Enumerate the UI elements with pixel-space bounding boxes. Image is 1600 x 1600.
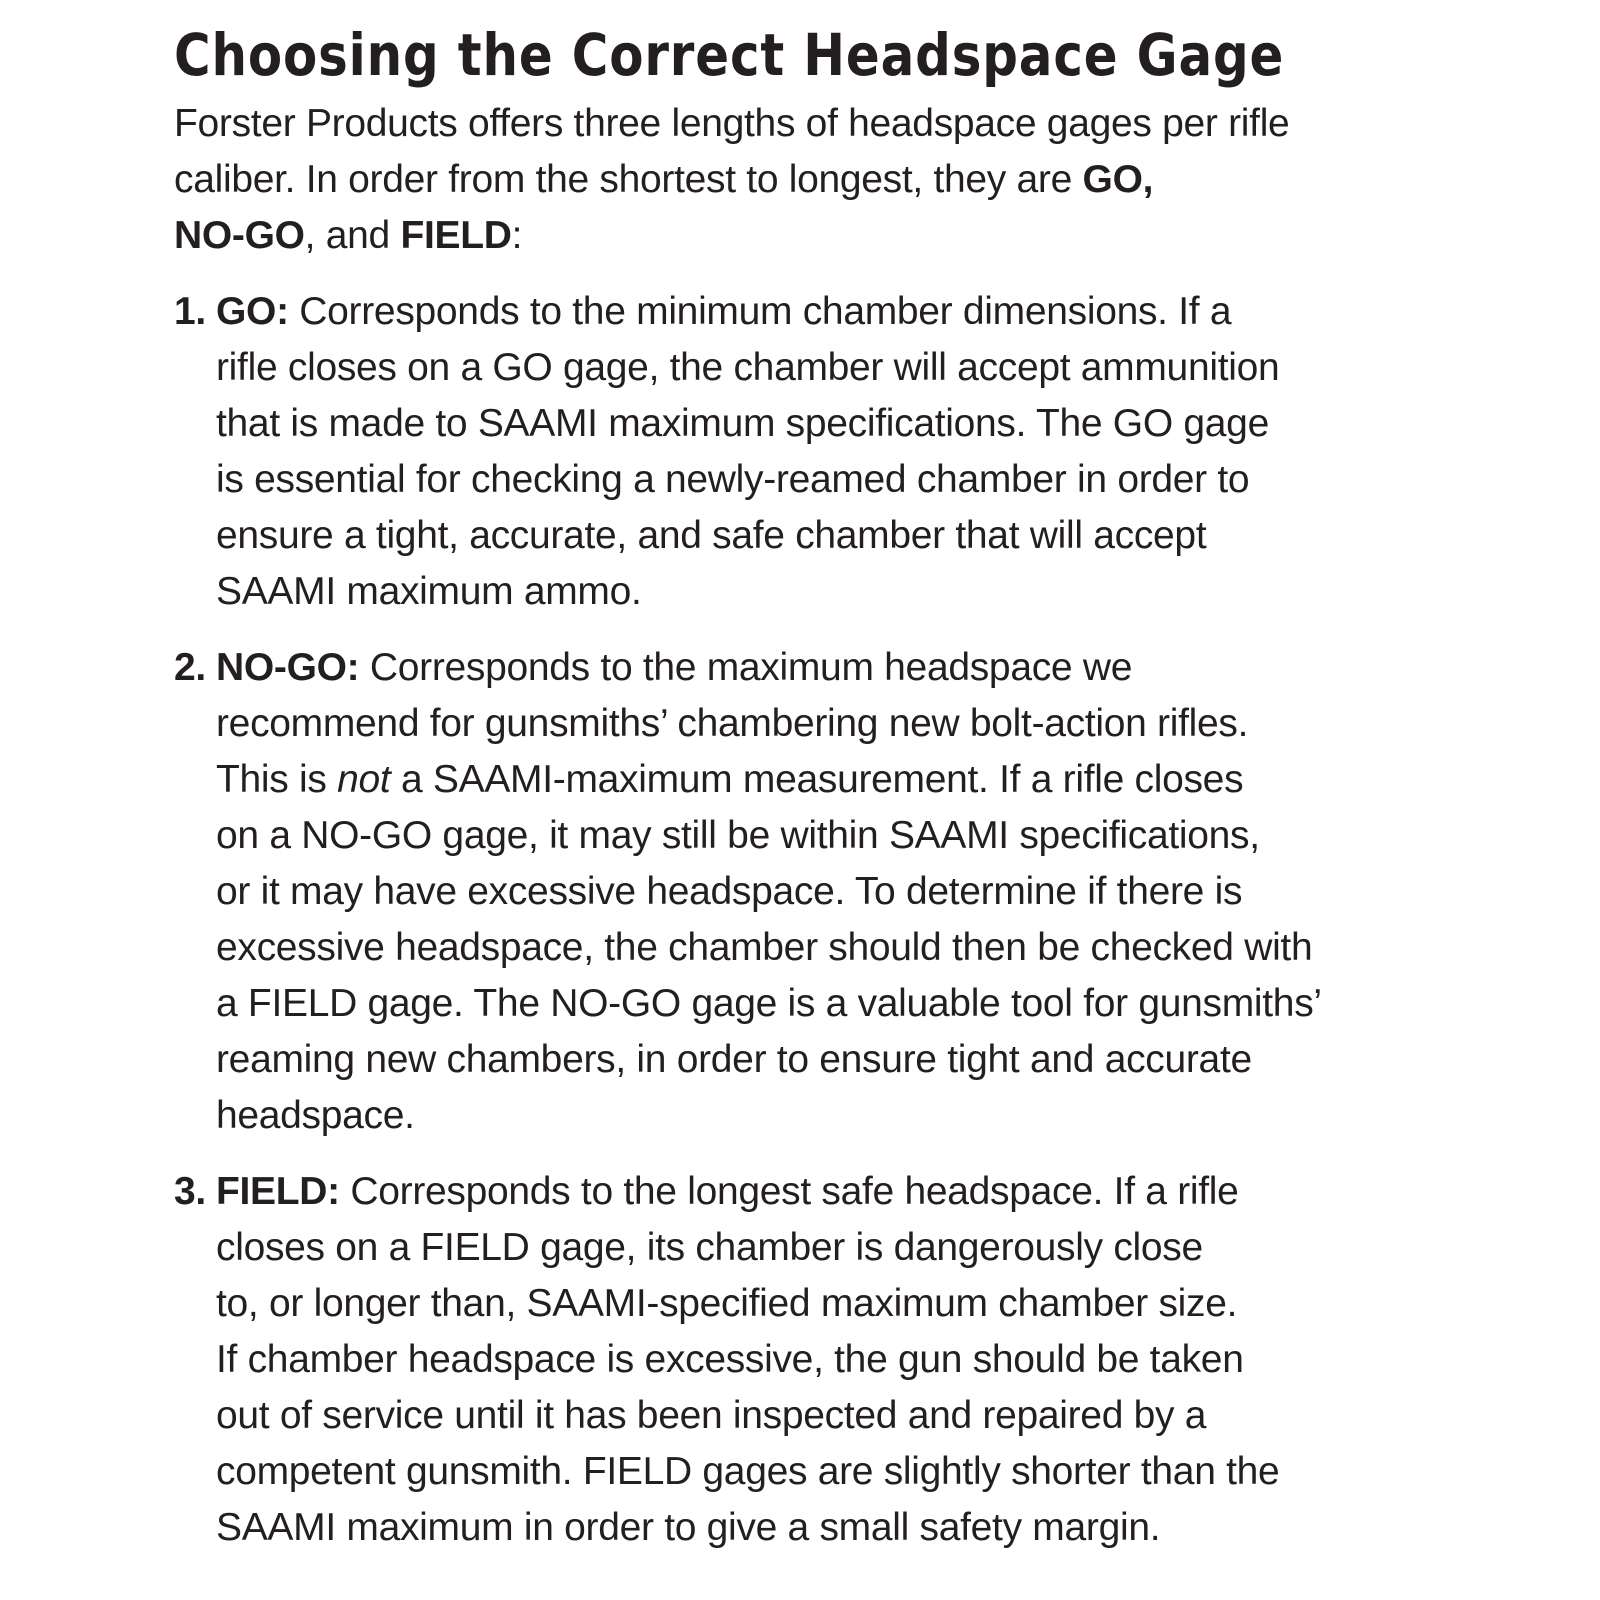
item-line	[216, 640, 1431, 696]
item-text: Corresponds to the minimum chamber dimensions. If a	[288, 290, 1232, 333]
term-field: FIELD	[400, 214, 512, 257]
intro-text: Forster Products offers three lengths of headspace gages per rifle	[174, 102, 1290, 145]
list-number: 1.	[174, 290, 206, 333]
item-line	[216, 284, 1431, 340]
item-line	[216, 752, 1431, 808]
item-line: competent gunsmith. FIELD gages are slightly shorter than the	[216, 1450, 1280, 1493]
item-term: GO:	[216, 290, 289, 333]
item-line: on a NO-GO gage, it may still be within SAAMI specifications,	[216, 814, 1260, 857]
term-no-go: NO-GO	[174, 214, 305, 257]
intro-line	[174, 152, 1414, 208]
page-title: Choosing the Correct Headspace Gage	[174, 21, 1285, 89]
intro-line	[174, 96, 1414, 152]
list-number: 3.	[174, 1170, 206, 1213]
intro-text: :	[511, 214, 523, 257]
item-line: that is made to SAAMI maximum specifications. The GO gage	[216, 402, 1269, 445]
item-line: SAAMI maximum ammo.	[216, 570, 642, 613]
intro-text: , and	[304, 214, 401, 257]
intro-text: caliber. In order from the shortest to longest, they are	[174, 158, 1083, 201]
item-line: to, or longer than, SAAMI-specified maximum chamber size.	[216, 1282, 1238, 1325]
list-item-go	[174, 284, 1431, 620]
item-term: FIELD:	[216, 1170, 340, 1213]
item-text: This is	[216, 758, 338, 801]
item-term: NO-GO:	[216, 646, 360, 689]
item-text: Corresponds to the longest safe headspace. If a rifle	[339, 1170, 1239, 1213]
item-line: closes on a FIELD gage, its chamber is dangerously close	[216, 1226, 1203, 1269]
item-line: out of service until it has been inspected and repaired by a	[216, 1394, 1207, 1437]
list-item-no-go	[174, 640, 1431, 1144]
item-line: or it may have excessive headspace. To determine if there is	[216, 870, 1243, 913]
item-line: headspace.	[216, 1094, 415, 1137]
intro-line	[174, 208, 1414, 264]
list-number: 2.	[174, 646, 206, 689]
item-line: ensure a tight, accurate, and safe chamber that will accept	[216, 514, 1207, 557]
item-line: is essential for checking a newly-reamed chamber in order to	[216, 458, 1250, 501]
item-line: rifle closes on a GO gage, the chamber will accept ammunition	[216, 346, 1280, 389]
item-line: recommend for gunsmiths’ chambering new bolt-action rifles.	[216, 702, 1249, 745]
item-line: If chamber headspace is excessive, the gun should be taken	[216, 1338, 1244, 1381]
item-line: a FIELD gage. The NO-GO gage is a valuable tool for gunsmiths’	[216, 982, 1322, 1025]
item-text: Corresponds to the maximum headspace we	[359, 646, 1133, 689]
item-line: SAAMI maximum in order to give a small safety margin.	[216, 1506, 1161, 1549]
item-line	[216, 1164, 1431, 1220]
list-item-field	[174, 1164, 1431, 1556]
document-page	[174, 14, 1434, 1576]
item-text: a SAAMI-maximum measurement. If a rifle closes	[390, 758, 1244, 801]
item-line: excessive headspace, the chamber should then be checked with	[216, 926, 1313, 969]
item-line: reaming new chambers, in order to ensure tight and accurate	[216, 1038, 1252, 1081]
intro-paragraph	[174, 96, 1414, 264]
term-go: GO,	[1082, 158, 1154, 201]
emphasis-not: not	[337, 758, 391, 801]
